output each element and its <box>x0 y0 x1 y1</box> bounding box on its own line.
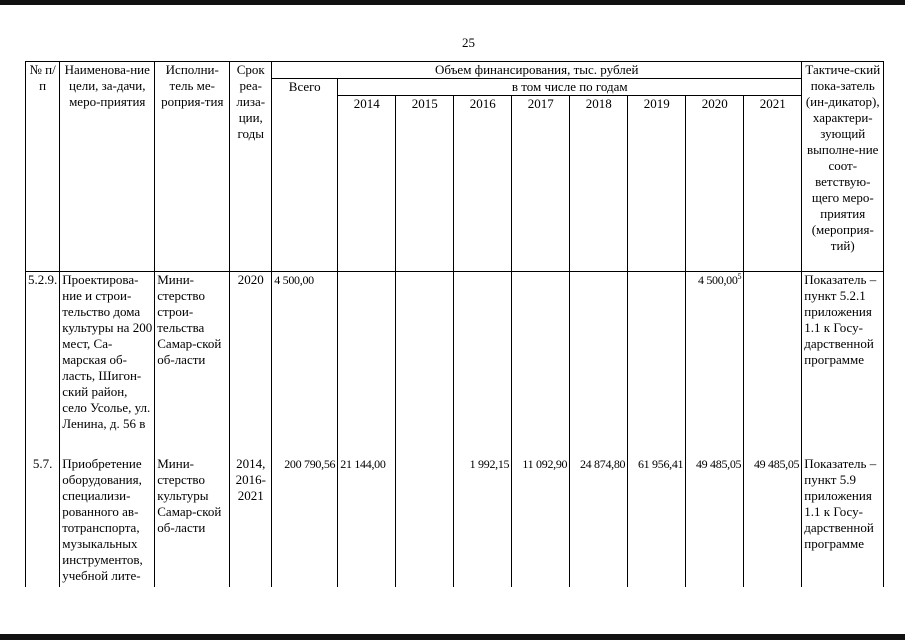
row-term: 2014, 2016-2021 <box>230 452 272 587</box>
header-year-2014: 2014 <box>338 96 396 272</box>
table-row <box>26 452 884 587</box>
header-year-2019: 2019 <box>628 96 686 272</box>
row-year-2021 <box>744 272 802 452</box>
header-name: Наименова-ние цели, за-дачи, меро-приятия <box>60 62 155 272</box>
header-year-2018: 2018 <box>570 96 628 272</box>
row-num: 5.2.9. <box>26 272 60 452</box>
row-year-2019 <box>628 272 686 452</box>
row-year-2016 <box>454 272 512 452</box>
row-year-2020-value: 4 500,00 <box>697 273 738 287</box>
header-executor: Исполни-тель ме-роприя-тия <box>155 62 230 272</box>
footnote-mark: 5 <box>737 272 742 281</box>
row-total: 4 500,00 <box>272 272 338 452</box>
row-year-2019: 61 956,41 <box>628 452 686 587</box>
row-name: Проектирова-ние и строи-тельство дома культуры на 200 мест, Са-марская об-ласть, Шигон-ский район, село Усолье, ул. Ленина, д. 56 в <box>60 272 155 452</box>
row-indicator: Показатель – пункт 5.2.1 приложения 1.1 к Госу-дарственной программе <box>802 272 884 452</box>
row-num: 5.7. <box>26 452 60 587</box>
row-year-2020: 49 485,05 <box>686 452 744 587</box>
table-row <box>26 272 884 452</box>
header-term: Срок реа-лиза-ции, годы <box>230 62 272 272</box>
bottom-border-bar <box>0 634 905 640</box>
row-term: 2020 <box>230 272 272 452</box>
header-indicator: Тактиче-ский пока-затель (ин-дикатор), характери-зующий выполне-ние соот-ветствую-щего меро-приятия (мероприя-тий) <box>802 62 884 272</box>
header-year-2021: 2021 <box>744 96 802 272</box>
row-executor: Мини-стерство строи-тельства Самар-ской об-ласти <box>155 272 230 452</box>
top-border-bar <box>0 0 905 5</box>
financing-table <box>25 61 884 587</box>
row-total: 200 790,56 <box>272 452 338 587</box>
row-indicator: Показатель – пункт 5.9 приложения 1.1 к Госу-дарственной программе <box>802 452 884 587</box>
row-year-2021: 49 485,05 <box>744 452 802 587</box>
row-year-2016: 1 992,15 <box>454 452 512 587</box>
row-year-2020 <box>686 272 744 452</box>
row-year-2014: 21 144,00 <box>338 452 396 587</box>
row-year-2015 <box>396 452 454 587</box>
header-funding: Объем финансирования, тыс. рублей <box>272 62 802 79</box>
row-year-2018 <box>570 272 628 452</box>
header-year-2015: 2015 <box>396 96 454 272</box>
row-name: Приобретение оборудования, специализи-рованного ав-тотранспорта, музыкальных инструментов, учебной лите- <box>60 452 155 587</box>
row-year-2018: 24 874,80 <box>570 452 628 587</box>
header-by-years: в том числе по годам <box>338 79 802 96</box>
row-year-2017 <box>512 272 570 452</box>
row-year-2015 <box>396 272 454 452</box>
header-year-2020: 2020 <box>686 96 744 272</box>
header-total: Всего <box>272 79 338 272</box>
header-year-2016: 2016 <box>454 96 512 272</box>
row-executor: Мини-стерство культуры Самар-ской об-ласти <box>155 452 230 587</box>
header-num: № п/п <box>26 62 60 272</box>
row-year-2014 <box>338 272 396 452</box>
row-year-2017: 11 092,90 <box>512 452 570 587</box>
page-number: 25 <box>462 35 475 50</box>
header-year-2017: 2017 <box>512 96 570 272</box>
